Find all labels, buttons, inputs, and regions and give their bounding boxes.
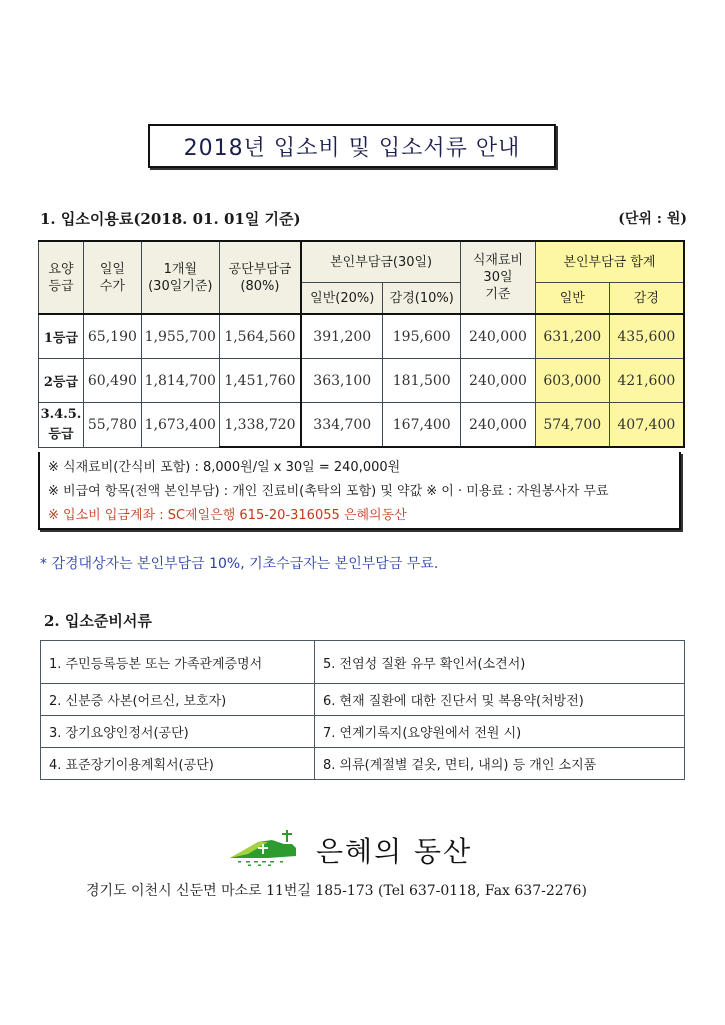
list-item: [41, 716, 685, 748]
grade-cell: 2등급: [39, 359, 84, 403]
fee-notes: [38, 452, 681, 530]
address: 경기도 이천시 신둔면 마소로 11번길 185-173 (Tel 637-0118, Fax 637-2276): [86, 883, 587, 899]
header-total-group: 본인부담금 합계: [535, 241, 684, 283]
monthly-cell: 1,814,700: [141, 359, 219, 403]
food-cell: 240,000: [461, 403, 536, 448]
header-daily: 일일 수가: [83, 241, 141, 314]
self-reduced-cell: 195,600: [383, 314, 461, 359]
section1-title: 1. 입소이용료(2018. 01. 01일 기준): [40, 210, 301, 228]
doc-item-8: 8. 의류(계절별 겉옷, 면티, 내의) 등 개인 소지품: [315, 748, 685, 780]
public-cell: 1,564,560: [219, 314, 301, 359]
self-general-cell: 334,700: [301, 403, 383, 448]
reduction-note: * 감경대상자는 본인부담금 10%, 기초수급자는 본인부담금 무료.: [40, 556, 439, 572]
food-cell: 240,000: [461, 359, 536, 403]
self-general-cell: 363,100: [301, 359, 383, 403]
header-food: 식재료비 30일 기준: [461, 241, 536, 314]
header-grade: 요양 등급: [39, 241, 84, 314]
doc-item-6: 6. 현재 질환에 대한 진단서 및 복용약(처방전): [315, 684, 685, 716]
header-self-general: 일반(20%): [301, 283, 383, 315]
list-item: [41, 748, 685, 780]
header-self-group: 본인부담금(30일): [301, 241, 460, 283]
monthly-cell: 1,955,700: [141, 314, 219, 359]
table-row: [39, 314, 685, 359]
page-title: 2018년 입소비 및 입소서류 안내: [148, 124, 556, 168]
unit-label: (단위 : 원): [618, 211, 687, 227]
header-self-reduced: 감경(10%): [383, 283, 461, 315]
daily-cell: 65,190: [83, 314, 141, 359]
note-food-cost: ※ 식재료비(간식비 포함) : 8,000원/일 x 30일 = 240,000원: [48, 460, 401, 475]
daily-cell: 60,490: [83, 359, 141, 403]
self-reduced-cell: 181,500: [383, 359, 461, 403]
list-item: [41, 641, 685, 684]
grade-cell: 3.4.5. 등급: [39, 403, 84, 448]
note-bank-account: ※ 입소비 입금계좌 : SC제일은행 615-20-316055 은혜의동산: [48, 508, 407, 523]
total-general-cell: 574,700: [535, 403, 609, 448]
monthly-cell: 1,673,400: [141, 403, 219, 448]
doc-item-3: 3. 장기요양인정서(공단): [41, 716, 315, 748]
public-cell: 1,338,720: [219, 403, 301, 448]
doc-item-2: 2. 신분증 사본(어르신, 보호자): [41, 684, 315, 716]
fee-table: [38, 240, 685, 448]
section2-title: 2. 입소준비서류: [44, 612, 152, 630]
public-cell: 1,451,760: [219, 359, 301, 403]
food-cell: 240,000: [461, 314, 536, 359]
self-reduced-cell: 167,400: [383, 403, 461, 448]
list-item: [41, 684, 685, 716]
table-row: [39, 359, 685, 403]
table-row: [39, 403, 685, 448]
note-non-covered: ※ 비급여 항목(전액 본인부담) : 개인 진료비(촉탁의 포함) 및 약값 ※ 이 · 미용료 : 자원봉사자 무료: [48, 484, 609, 499]
header-total-general: 일반: [535, 283, 609, 315]
doc-item-5: 5. 전염성 질환 유무 확인서(소견서): [315, 641, 685, 684]
organization-name: 은혜의 동산: [316, 835, 473, 868]
header-monthly: 1개월 (30일기준): [141, 241, 219, 314]
grade-cell: 1등급: [39, 314, 84, 359]
documents-table: [40, 640, 685, 780]
self-general-cell: 391,200: [301, 314, 383, 359]
total-general-cell: 603,000: [535, 359, 609, 403]
total-reduced-cell: 407,400: [609, 403, 684, 448]
total-general-cell: 631,200: [535, 314, 609, 359]
doc-item-4: 4. 표준장기이용계획서(공단): [41, 748, 315, 780]
total-reduced-cell: 435,600: [609, 314, 684, 359]
header-public: 공단부담금 (80%): [219, 241, 301, 314]
footer-logo: [228, 828, 472, 872]
doc-item-1: 1. 주민등록등본 또는 가족관계증명서: [41, 641, 315, 684]
doc-item-7: 7. 연계기록지(요양원에서 전원 시): [315, 716, 685, 748]
total-reduced-cell: 421,600: [609, 359, 684, 403]
header-total-reduced: 감경: [609, 283, 684, 315]
daily-cell: 55,780: [83, 403, 141, 448]
green-hill-cross-logo-icon: [228, 828, 300, 872]
